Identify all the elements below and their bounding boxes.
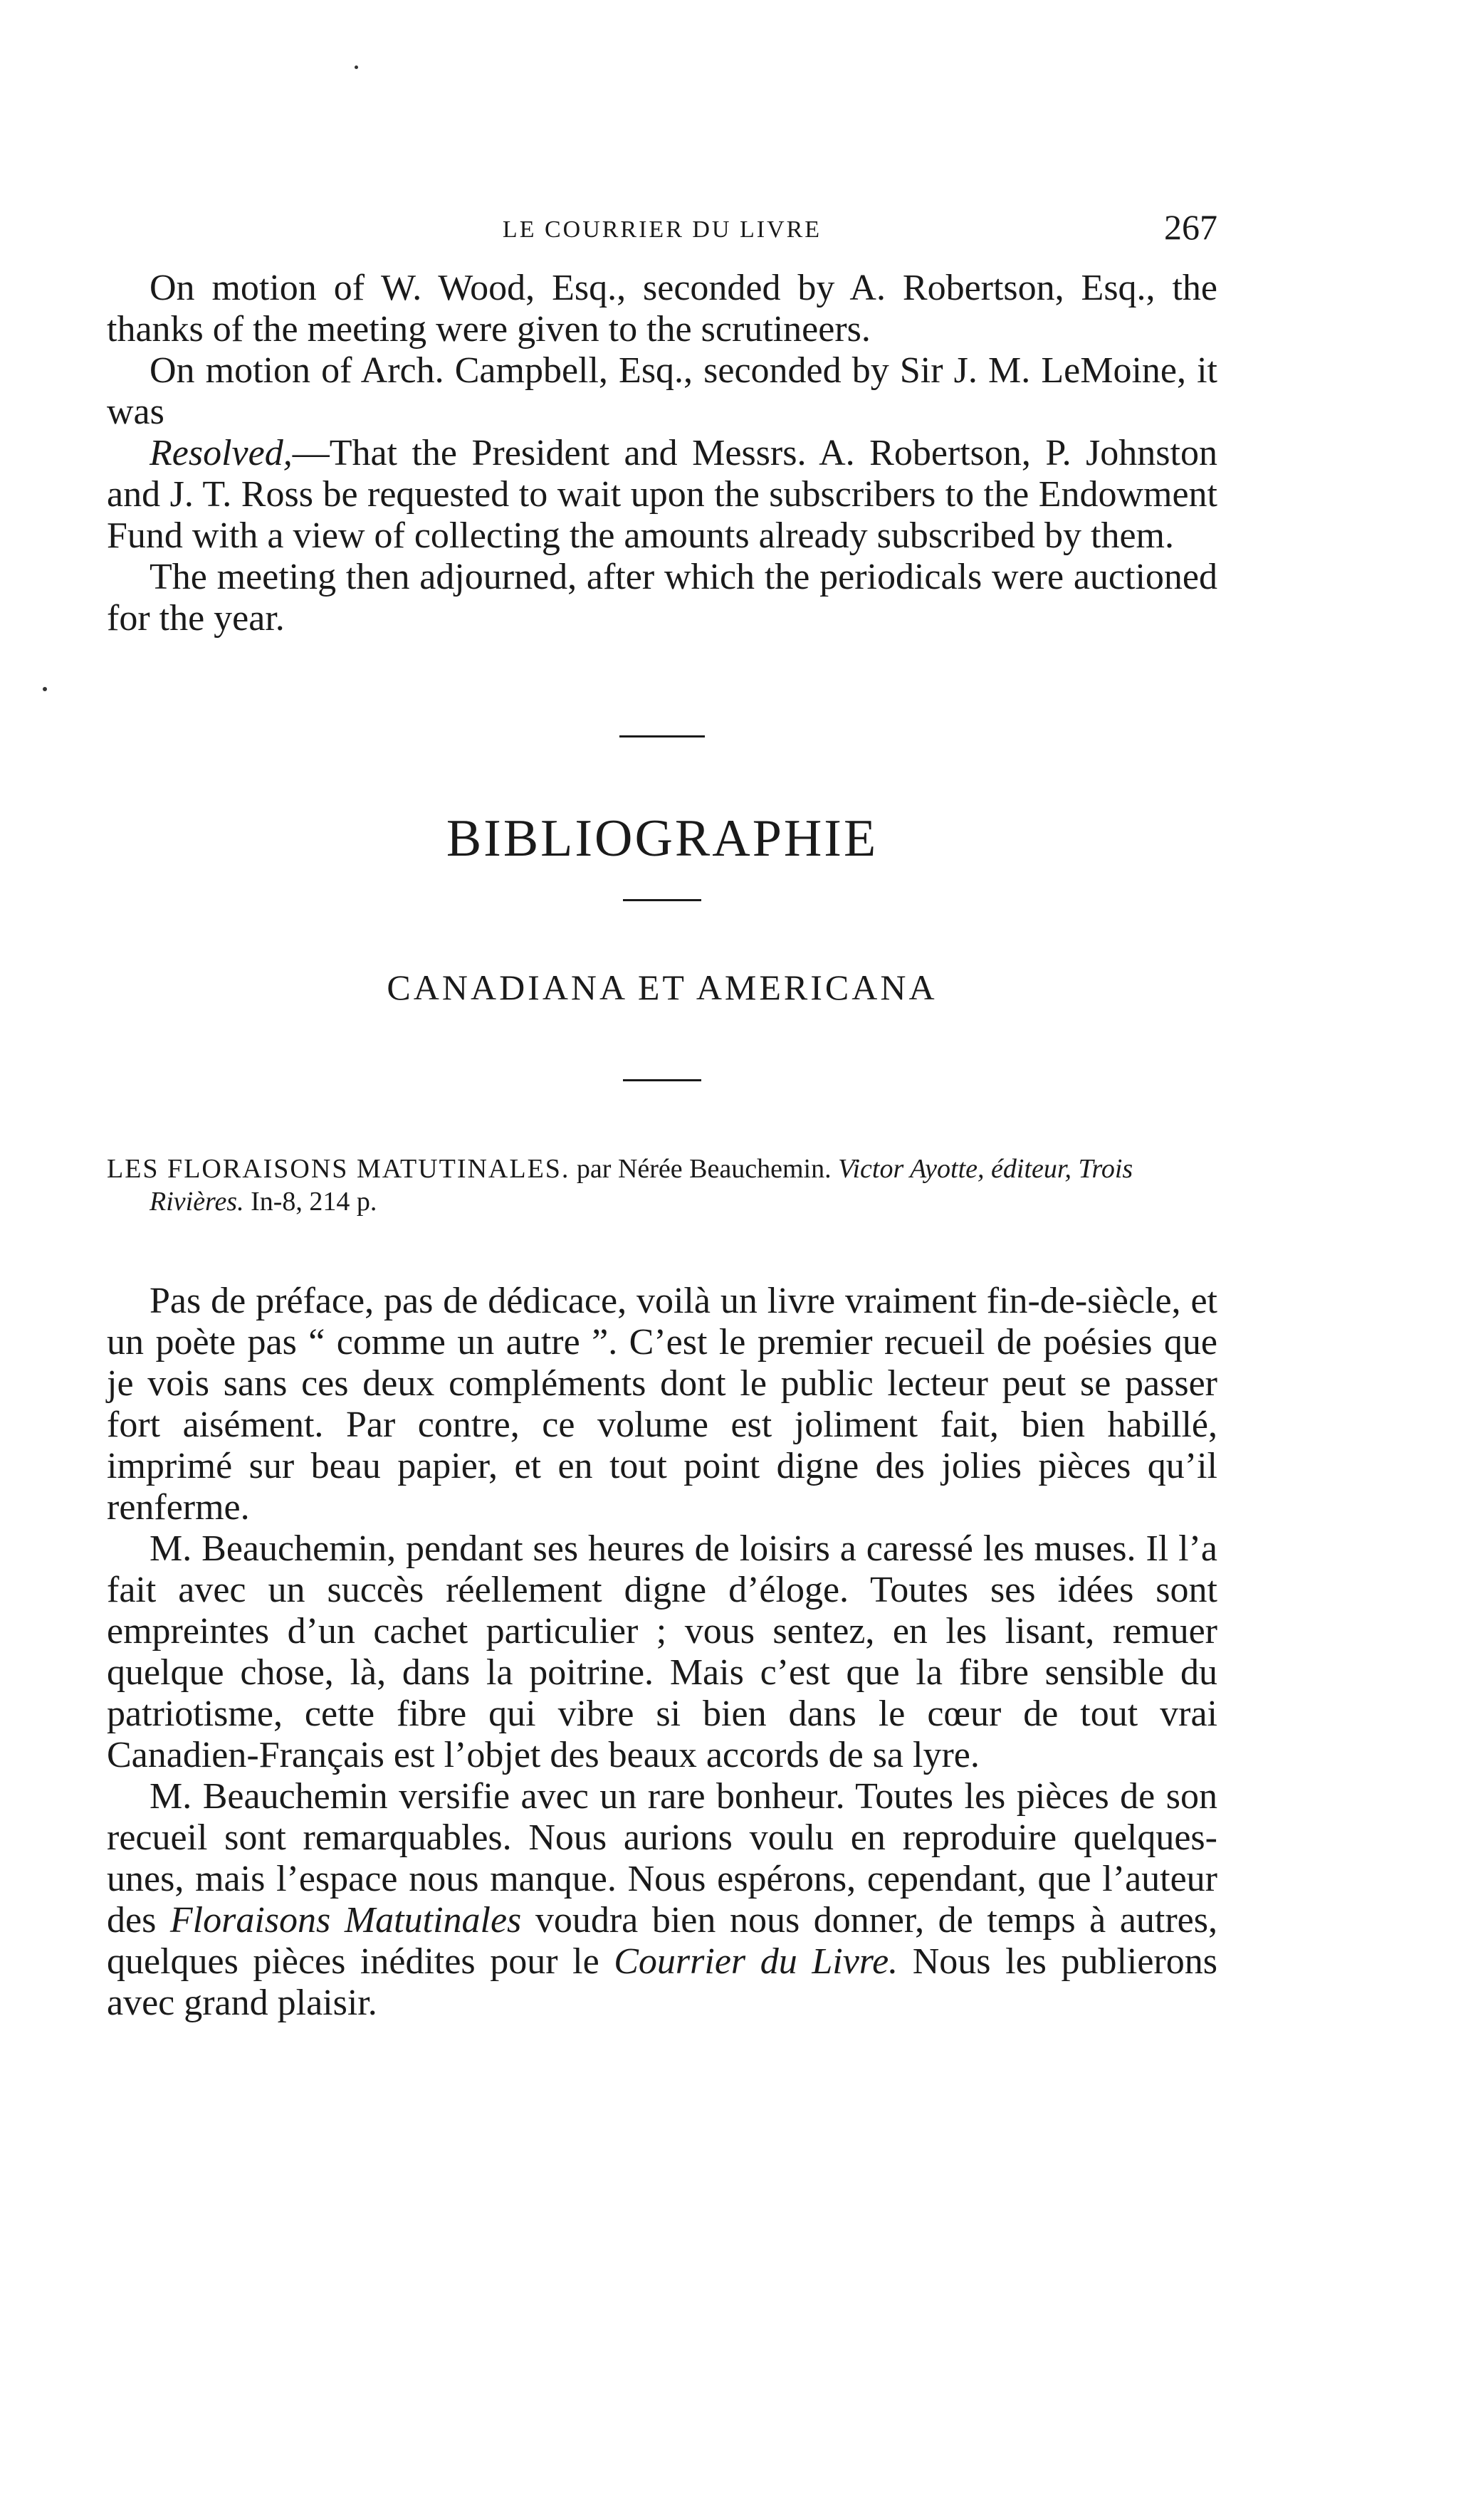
review-text-a: M. Beauchemin versifie avec un rare bonheur. Toutes les pièces de son recueil sont remarquables. Nous aurions voulu en reproduire quelques-unes, mais l’espace nous manque. Nous espérons, cependant, que l’auteur des	[107, 1776, 1217, 1941]
minutes-paragraph-3	[107, 433, 1217, 557]
journal-title-reference: Courrier du Livre.	[614, 1941, 898, 1982]
entry-title: LES FLORAISONS MATUTINALES.	[107, 1154, 570, 1184]
page-number: 267	[1164, 207, 1217, 247]
running-title: LE COURRIER DU LIVRE	[502, 216, 822, 243]
review-section	[107, 1281, 1217, 2024]
resolved-label: Resolved,	[150, 433, 293, 473]
margin-speck-left	[43, 687, 47, 691]
minutes-paragraph-2: On motion of Arch. Campbell, Esq., seconded by Sir J. M. LeMoine, it was	[107, 350, 1217, 432]
bibliographic-entry	[107, 1153, 1217, 1218]
minutes-paragraph-4: The meeting then adjourned, after which the periodicals were auctioned for the year.	[107, 557, 1217, 639]
section-title: BIBLIOGRAPHIE	[446, 809, 879, 868]
margin-speck-top	[355, 65, 358, 69]
minutes-paragraph-1: On motion of W. Wood, Esq., seconded by A. Robertson, Esq., the thanks of the meeting were given to the scrutineers.	[107, 268, 1217, 350]
review-paragraph-2: M. Beauchemin, pendant ses heures de loisirs a caressé les muses. Il l’a fait avec un succès réellement digne d’éloge. Toutes ses idées sont empreintes d’un cachet particulier ; vous sentez, en les lisant, remuer quelque chose, là, dans la poitrine. Mais c’est que la fibre sensible du patriotisme, cette fibre qui vibre si bien dans le cœur de tout vrai Canadien-Français est l’objet des beaux accords de sa lyre.	[107, 1528, 1217, 1775]
review-paragraph-3	[107, 1776, 1217, 2024]
book-title-reference: Floraisons Matutinales	[169, 1900, 522, 1941]
page	[107, 206, 1217, 2024]
section-divider-top	[619, 735, 705, 737]
minutes-section	[107, 268, 1217, 639]
section-divider-middle	[623, 899, 701, 901]
review-text-b: voudra bien nous donner, de temps à autres, quelques pièces inédites pour le	[107, 1900, 1217, 1982]
review-text-c: Nous les publierons avec grand plaisir.	[107, 1941, 1217, 2023]
entry-publisher: Victor Ayotte, éditeur, Trois Rivières.	[150, 1154, 1133, 1217]
section-divider-bottom	[623, 1079, 701, 1081]
resolution-text: —That the President and Messrs. A. Robertson, P. Johnston and J. T. Ross be requested to wait upon the subscribers to the Endowment Fund with a view of collecting the amounts already subscribed by them.	[107, 433, 1217, 556]
subsection-title: CANADIANA ET AMERICANA	[387, 967, 938, 1007]
entry-author: par Nérée Beauchemin.	[576, 1154, 832, 1184]
entry-format: In-8, 214 p.	[251, 1187, 377, 1217]
running-head	[107, 206, 1217, 256]
review-paragraph-1: Pas de préface, pas de dédicace, voilà un livre vraiment fin-de-siècle, et un poète pas “ comme un autre ”. C’est le premier recueil de poésies que je vois sans ces deux compléments dont le public lecteur peut se passer fort aisément. Par contre, ce volume est joliment fait, bien habillé, imprimé sur beau papier, et en tout point digne des jolies pièces qu’il renferme.	[107, 1281, 1217, 1528]
